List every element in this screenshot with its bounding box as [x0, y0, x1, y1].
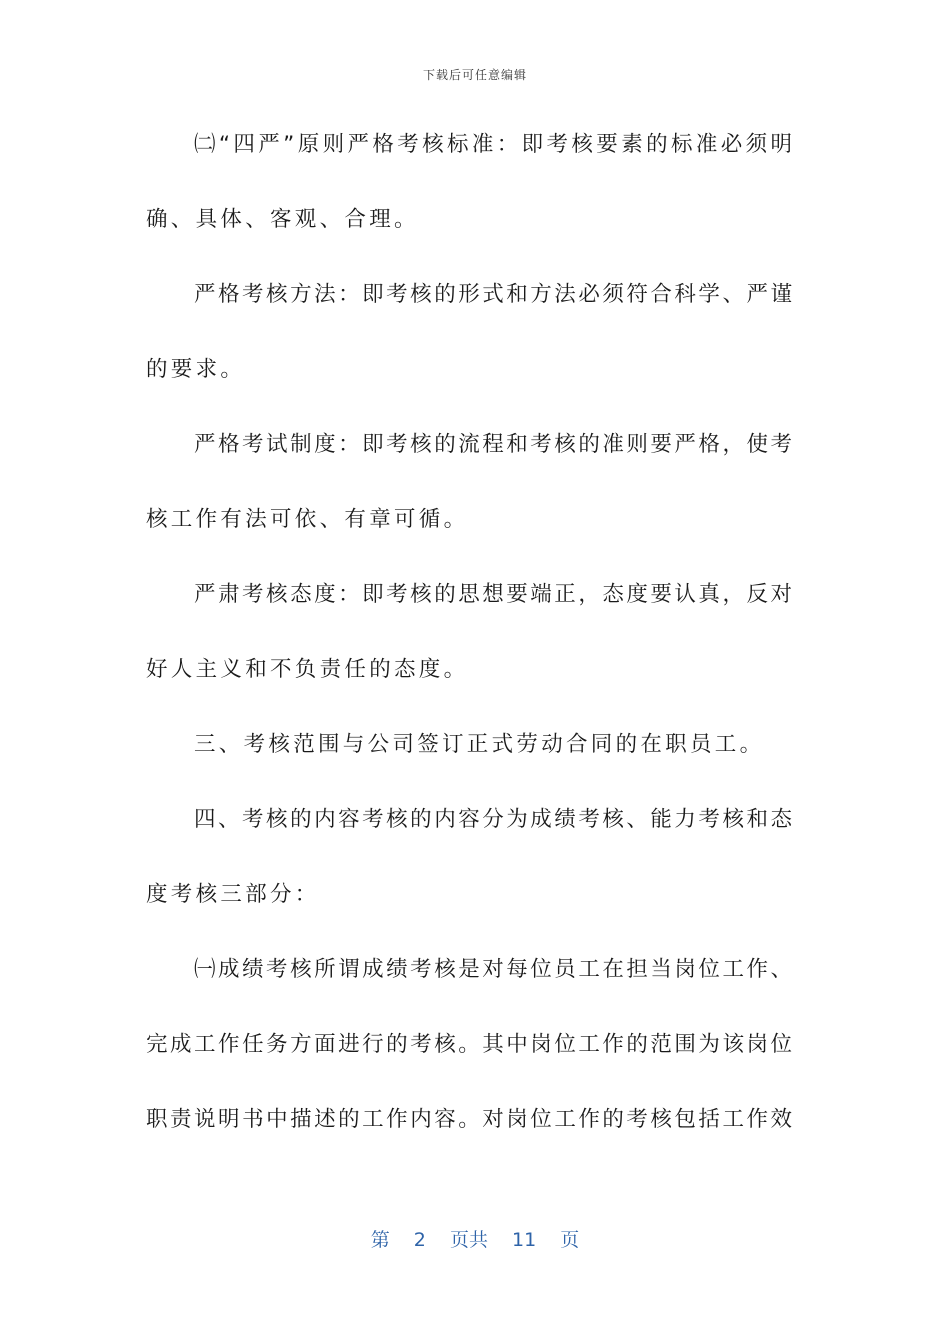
paragraph-3-line-2: 核工作有法可依、有章可循。: [146, 507, 469, 532]
paragraph-7-line-3: 职责说明书中描述的工作内容。对岗位工作的考核包括工作效: [146, 1107, 792, 1132]
paragraph-6-line-2: 度考核三部分：: [146, 882, 320, 907]
paragraph-3-line-1: 严格考试制度：即考核的流程和考核的准则要严格，使考: [194, 432, 792, 457]
paragraph-4-line-2: 好人主义和不负责任的态度。: [146, 657, 469, 682]
paragraph-7-line-1: ㈠成绩考核所谓成绩考核是对每位员工在担当岗位工作、: [194, 957, 792, 982]
footer-total-pages: 11: [512, 1229, 537, 1251]
footer-suffix: 页: [560, 1229, 580, 1251]
paragraph-6-line-1: 四、考核的内容考核的内容分为成绩考核、能力考核和态: [194, 807, 792, 832]
footer-middle: 页共: [449, 1229, 488, 1251]
paragraph-2-line-1: 严格考核方法：即考核的形式和方法必须符合科学、严谨: [194, 282, 792, 307]
footer-prefix: 第: [370, 1229, 390, 1251]
paragraph-2-line-2: 的要求。: [146, 357, 246, 382]
page-footer: [0, 1225, 950, 1252]
paragraph-4-line-1: 严肃考核态度：即考核的思想要端正，态度要认真，反对: [194, 582, 792, 607]
header-note: 下载后可任意编辑: [422, 68, 527, 82]
paragraph-1-line-1: ㈡“四严”原则严格考核标准：即考核要素的标准必须明: [194, 132, 792, 157]
paragraph-5-line-1: 三、考核范围与公司签订正式劳动合同的在职员工。: [194, 732, 765, 757]
footer-current-page: 2: [413, 1229, 426, 1251]
paragraph-1-line-2: 确、具体、客观、合理。: [146, 207, 419, 232]
paragraph-7-line-2: 完成工作任务方面进行的考核。其中岗位工作的范围为该岗位: [146, 1032, 792, 1057]
document-body: [146, 120, 792, 1170]
